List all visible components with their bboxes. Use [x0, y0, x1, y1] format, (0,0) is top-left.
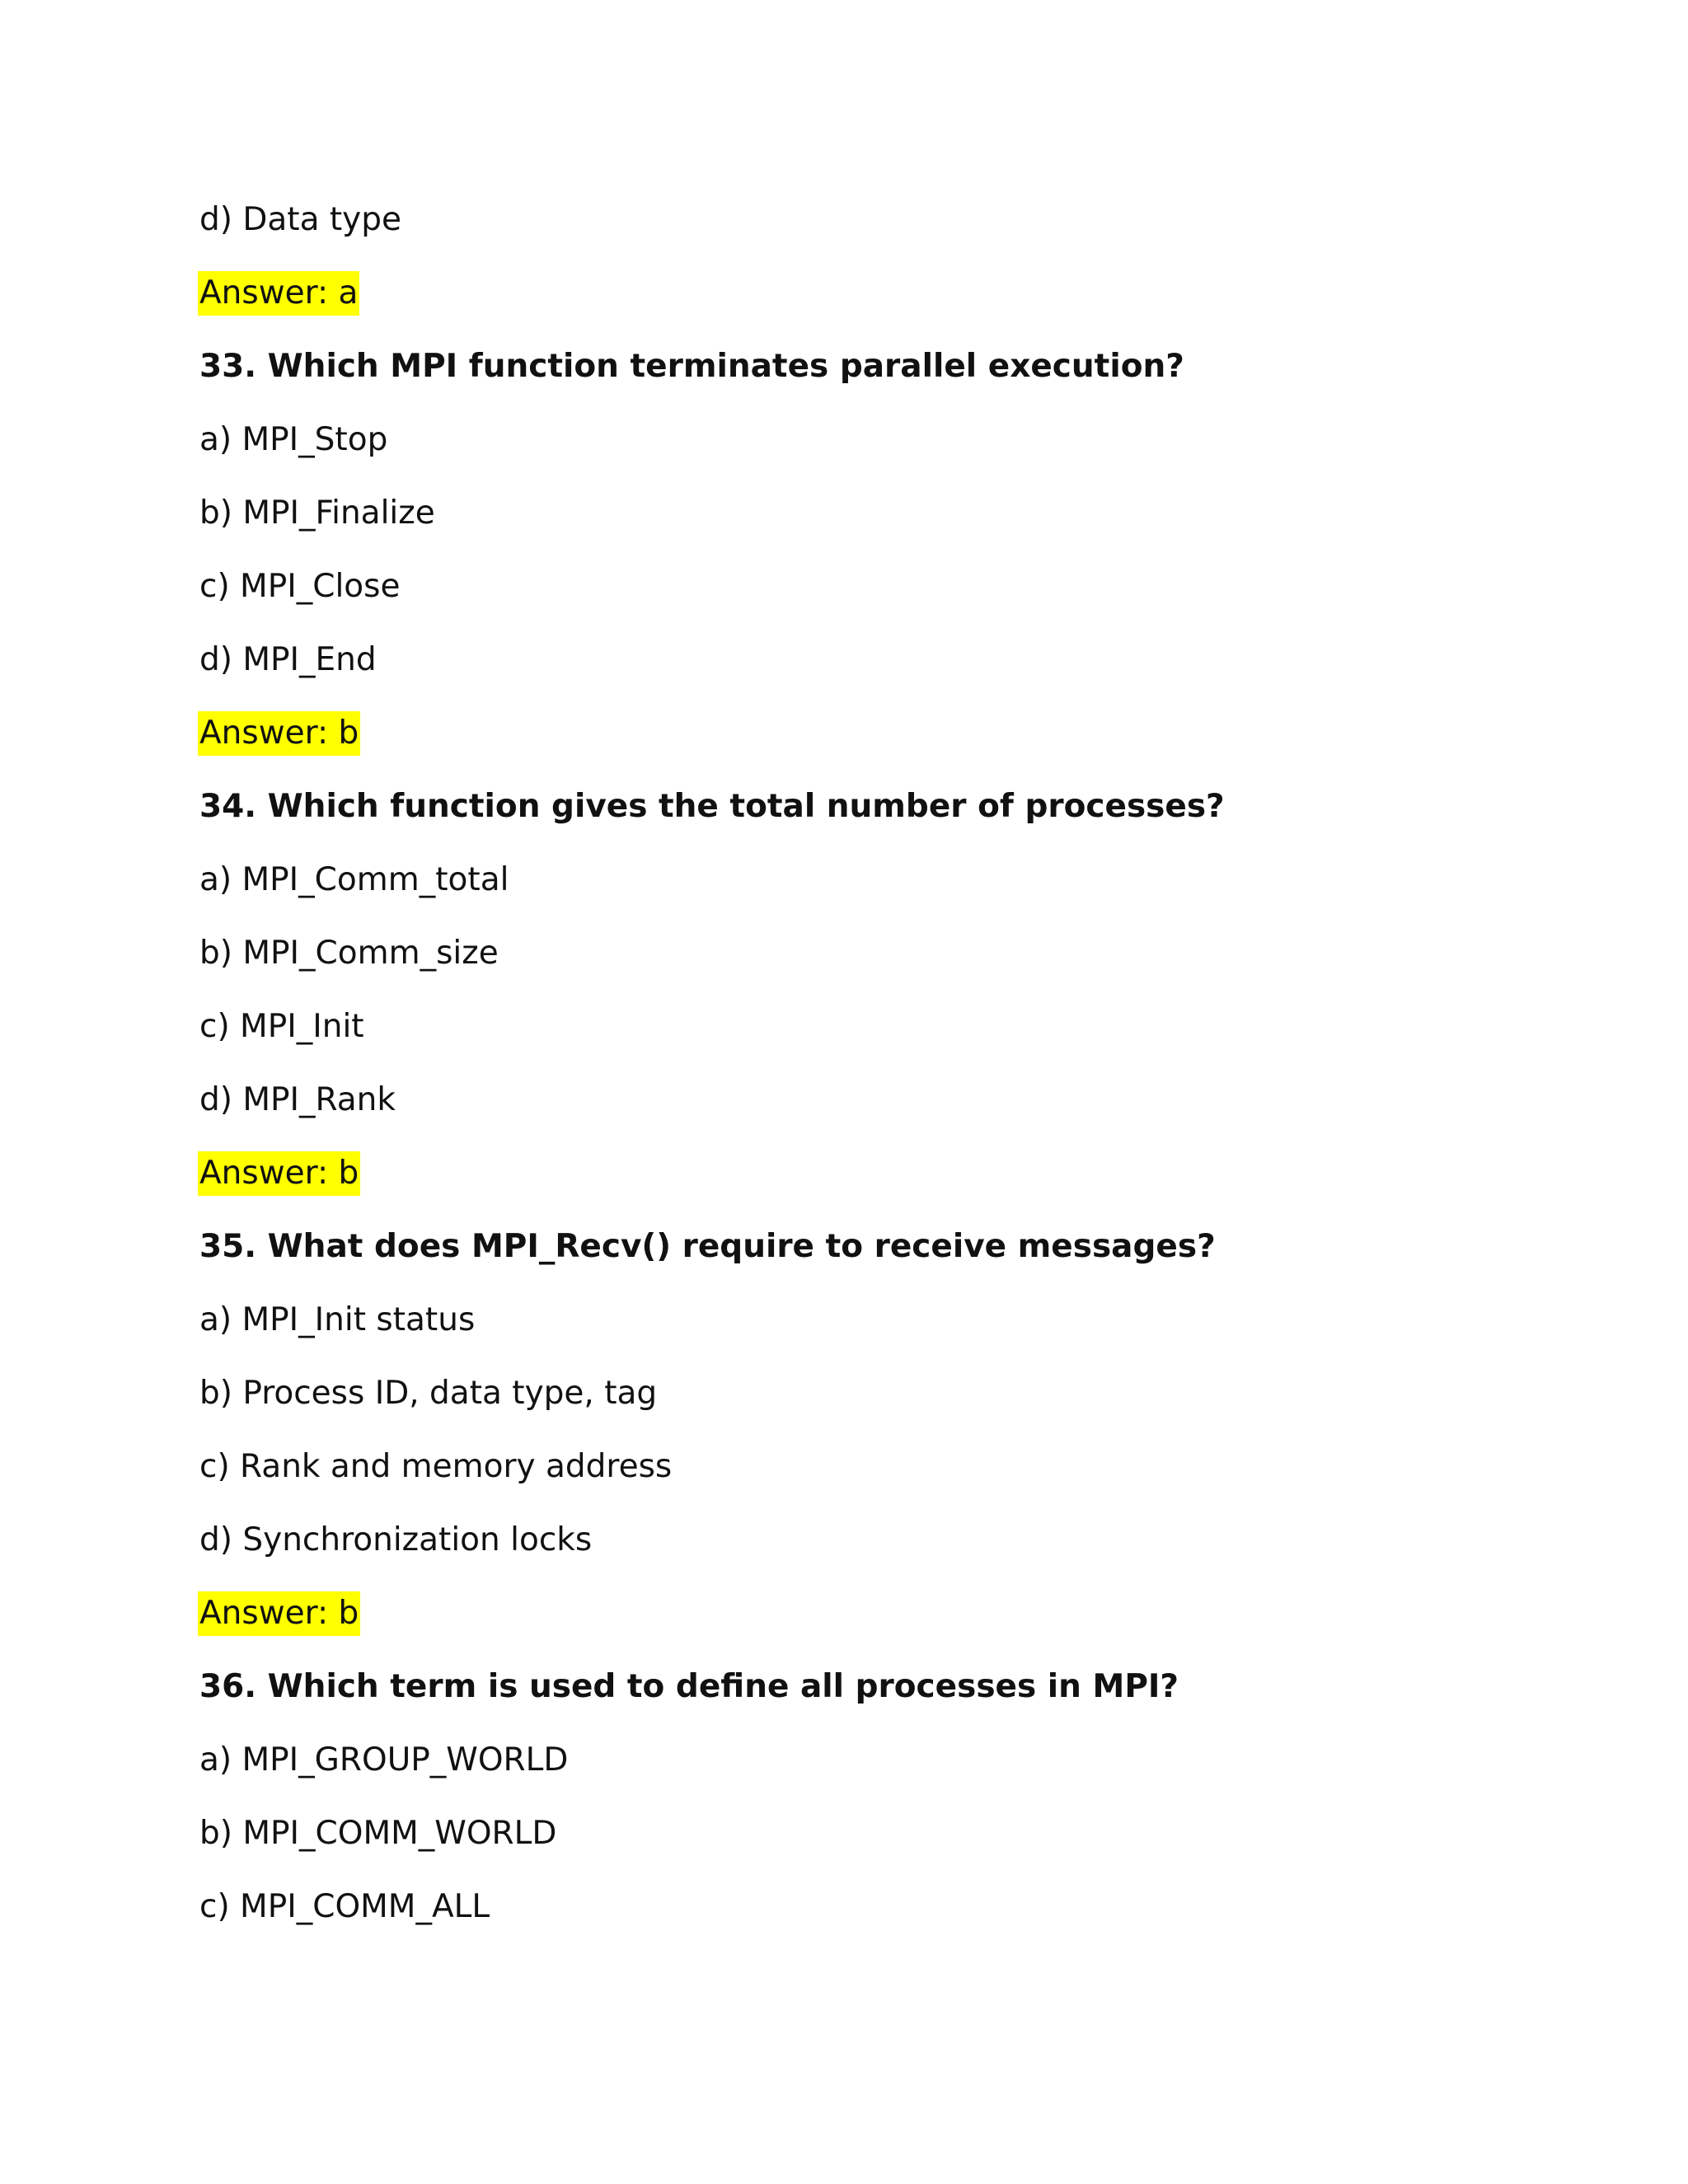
answer-text: Answer: a — [198, 271, 359, 316]
option-33-a — [198, 418, 1517, 491]
answer-32 — [198, 271, 1517, 344]
option-text: a) MPI_Comm_total — [199, 861, 509, 898]
option-text: b) MPI_COMM_WORLD — [199, 1815, 557, 1852]
option-text: d) Synchronization locks — [199, 1521, 593, 1558]
answer-33 — [198, 711, 1517, 785]
option-text: a) MPI_GROUP_WORLD — [199, 1741, 569, 1779]
option-text: c) MPI_Init — [199, 1008, 364, 1045]
option-34-d — [198, 1078, 1517, 1151]
option-35-b — [198, 1371, 1517, 1445]
option-34-b — [198, 931, 1517, 1005]
option-35-c — [198, 1445, 1517, 1518]
question-35 — [198, 1225, 1517, 1298]
question-text: 35. What does MPI_Recv() require to receive messages? — [199, 1228, 1216, 1265]
option-35-a — [198, 1298, 1517, 1371]
question-36 — [198, 1665, 1517, 1738]
question-33 — [198, 344, 1517, 418]
option-33-c — [198, 565, 1517, 638]
option-33-b — [198, 491, 1517, 565]
question-34 — [198, 785, 1517, 858]
option-text: d) MPI_End — [199, 641, 377, 678]
document-page — [198, 198, 1517, 1958]
option-d-data-type — [198, 198, 1517, 271]
option-34-c — [198, 1005, 1517, 1078]
question-text: 34. Which function gives the total number of processes? — [199, 788, 1225, 825]
question-text: 36. Which term is used to define all processes in MPI? — [199, 1668, 1179, 1705]
option-text: b) MPI_Comm_size — [199, 935, 499, 972]
option-text: c) MPI_COMM_ALL — [199, 1888, 490, 1925]
question-text: 33. Which MPI function terminates parallel execution? — [199, 348, 1184, 385]
answer-34 — [198, 1151, 1517, 1225]
option-34-a — [198, 858, 1517, 931]
option-text: c) MPI_Close — [199, 568, 401, 605]
answer-text: Answer: b — [198, 711, 360, 756]
option-35-d — [198, 1518, 1517, 1591]
option-36-c — [198, 1885, 1517, 1958]
option-33-d — [198, 638, 1517, 711]
answer-text: Answer: b — [198, 1591, 360, 1636]
option-36-a — [198, 1738, 1517, 1811]
answer-35 — [198, 1591, 1517, 1665]
option-text: a) MPI_Init status — [199, 1301, 476, 1338]
option-text: b) MPI_Finalize — [199, 494, 435, 532]
answer-text: Answer: b — [198, 1151, 360, 1196]
option-text: b) Process ID, data type, tag — [199, 1375, 658, 1412]
option-text: d) Data type — [199, 201, 402, 238]
option-text: d) MPI_Rank — [199, 1081, 396, 1118]
option-text: c) Rank and memory address — [199, 1448, 673, 1485]
option-36-b — [198, 1811, 1517, 1885]
option-text: a) MPI_Stop — [199, 421, 388, 458]
